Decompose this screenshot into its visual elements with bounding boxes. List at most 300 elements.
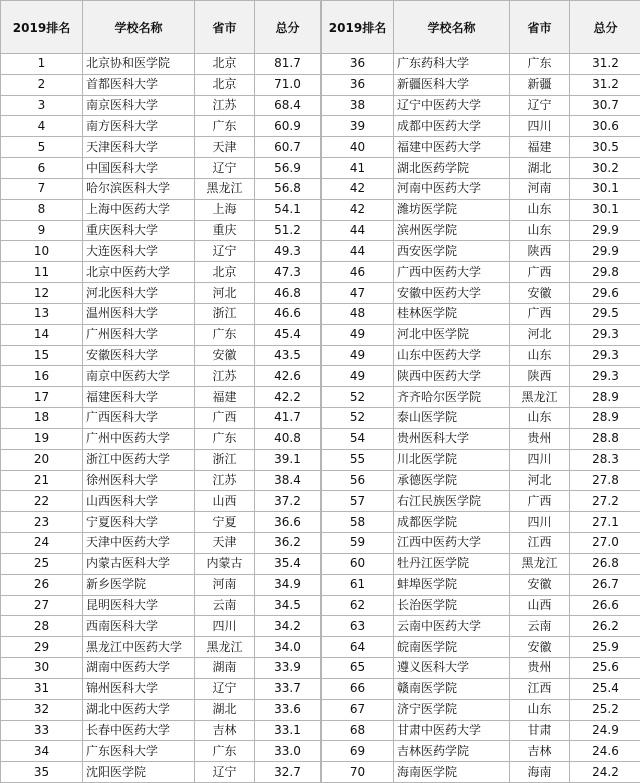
score-cell: 38.4 [255, 470, 321, 491]
header-rank: 2019排名 [1, 1, 83, 54]
table-row [322, 95, 640, 116]
rank-cell: 68 [322, 720, 394, 741]
table-row [322, 303, 640, 324]
school-name-cell: 河南中医药大学 [394, 178, 510, 199]
table-row [1, 262, 321, 283]
province-cell: 四川 [510, 512, 570, 533]
score-cell: 33.7 [255, 678, 321, 699]
score-cell: 35.4 [255, 553, 321, 574]
school-name-cell: 锦州医科大学 [83, 678, 195, 699]
score-cell: 24.9 [570, 720, 640, 741]
school-name-cell: 西南医科大学 [83, 616, 195, 637]
score-cell: 26.2 [570, 616, 640, 637]
header-rank: 2019排名 [322, 1, 394, 54]
province-cell: 河南 [510, 178, 570, 199]
rank-cell: 14 [1, 324, 83, 345]
score-cell: 36.2 [255, 533, 321, 554]
table-row [322, 720, 640, 741]
rank-cell: 11 [1, 262, 83, 283]
score-cell: 26.7 [570, 574, 640, 595]
rank-cell: 30 [1, 658, 83, 679]
province-cell: 江西 [510, 678, 570, 699]
rank-cell: 27 [1, 595, 83, 616]
province-cell: 辽宁 [195, 158, 255, 179]
school-name-cell: 湖北中医药大学 [83, 699, 195, 720]
school-name-cell: 中国医科大学 [83, 158, 195, 179]
table-row [322, 512, 640, 533]
rank-cell: 60 [322, 553, 394, 574]
province-cell: 江苏 [195, 366, 255, 387]
rank-cell: 49 [322, 324, 394, 345]
province-cell: 天津 [195, 137, 255, 158]
rank-cell: 28 [1, 616, 83, 637]
header-score: 总分 [570, 1, 640, 54]
school-name-cell: 长春中医药大学 [83, 720, 195, 741]
school-name-cell: 遵义医科大学 [394, 658, 510, 679]
rank-cell: 17 [1, 387, 83, 408]
school-name-cell: 浙江中医药大学 [83, 449, 195, 470]
table-row [322, 199, 640, 220]
table-row [322, 387, 640, 408]
rank-cell: 66 [322, 678, 394, 699]
province-cell: 安徽 [510, 574, 570, 595]
rank-cell: 7 [1, 178, 83, 199]
table-row [1, 345, 321, 366]
table-row [1, 408, 321, 429]
school-name-cell: 成都中医药大学 [394, 116, 510, 137]
score-cell: 42.2 [255, 387, 321, 408]
rank-cell: 32 [1, 699, 83, 720]
table-row [1, 303, 321, 324]
rank-cell: 38 [322, 95, 394, 116]
province-cell: 贵州 [510, 658, 570, 679]
score-cell: 71.0 [255, 74, 321, 95]
province-cell: 安徽 [510, 637, 570, 658]
table-row [322, 366, 640, 387]
score-cell: 29.9 [570, 220, 640, 241]
score-cell: 56.8 [255, 178, 321, 199]
score-cell: 34.5 [255, 595, 321, 616]
rank-cell: 69 [322, 741, 394, 762]
province-cell: 宁夏 [195, 512, 255, 533]
rank-cell: 49 [322, 366, 394, 387]
score-cell: 29.3 [570, 324, 640, 345]
header-province: 省市 [510, 1, 570, 54]
province-cell: 黑龙江 [510, 387, 570, 408]
province-cell: 山东 [510, 220, 570, 241]
rank-cell: 26 [1, 574, 83, 595]
school-name-cell: 南京医科大学 [83, 95, 195, 116]
table-row [322, 54, 640, 75]
school-name-cell: 大连医科大学 [83, 241, 195, 262]
school-name-cell: 安徽中医药大学 [394, 283, 510, 304]
score-cell: 24.2 [570, 762, 640, 783]
rank-cell: 57 [322, 491, 394, 512]
table-row [1, 491, 321, 512]
header-row [322, 1, 640, 54]
rank-cell: 29 [1, 637, 83, 658]
school-name-cell: 天津中医药大学 [83, 533, 195, 554]
rank-cell: 15 [1, 345, 83, 366]
school-name-cell: 湖南中医药大学 [83, 658, 195, 679]
table-row [322, 116, 640, 137]
rank-cell: 56 [322, 470, 394, 491]
table-row [1, 54, 321, 75]
province-cell: 天津 [195, 533, 255, 554]
school-name-cell: 山西医科大学 [83, 491, 195, 512]
province-cell: 广东 [195, 741, 255, 762]
rank-cell: 55 [322, 449, 394, 470]
score-cell: 34.2 [255, 616, 321, 637]
province-cell: 内蒙古 [195, 553, 255, 574]
school-name-cell: 滨州医学院 [394, 220, 510, 241]
rank-cell: 46 [322, 262, 394, 283]
rank-cell: 61 [322, 574, 394, 595]
table-row [322, 262, 640, 283]
score-cell: 39.1 [255, 449, 321, 470]
header-school-name: 学校名称 [394, 1, 510, 54]
rank-cell: 64 [322, 637, 394, 658]
score-cell: 25.9 [570, 637, 640, 658]
table-row [322, 491, 640, 512]
school-name-cell: 川北医学院 [394, 449, 510, 470]
school-name-cell: 西安医学院 [394, 241, 510, 262]
school-name-cell: 陕西中医药大学 [394, 366, 510, 387]
score-cell: 43.5 [255, 345, 321, 366]
table-row [1, 512, 321, 533]
rank-cell: 4 [1, 116, 83, 137]
rank-cell: 24 [1, 533, 83, 554]
school-name-cell: 皖南医学院 [394, 637, 510, 658]
table-row [1, 178, 321, 199]
school-name-cell: 长治医学院 [394, 595, 510, 616]
province-cell: 辽宁 [195, 762, 255, 783]
score-cell: 28.3 [570, 449, 640, 470]
score-cell: 34.0 [255, 637, 321, 658]
school-name-cell: 黑龙江中医药大学 [83, 637, 195, 658]
rank-cell: 54 [322, 428, 394, 449]
score-cell: 29.5 [570, 303, 640, 324]
rank-cell: 36 [322, 74, 394, 95]
school-name-cell: 内蒙古医科大学 [83, 553, 195, 574]
province-cell: 山东 [510, 699, 570, 720]
table-row [322, 408, 640, 429]
school-name-cell: 成都医学院 [394, 512, 510, 533]
province-cell: 云南 [195, 595, 255, 616]
school-name-cell: 桂林医学院 [394, 303, 510, 324]
rank-cell: 8 [1, 199, 83, 220]
table-row [322, 345, 640, 366]
table-row [322, 178, 640, 199]
table-row [1, 553, 321, 574]
province-cell: 广西 [510, 491, 570, 512]
table-row [1, 574, 321, 595]
province-cell: 四川 [510, 116, 570, 137]
province-cell: 陕西 [510, 241, 570, 262]
province-cell: 四川 [510, 449, 570, 470]
score-cell: 26.8 [570, 553, 640, 574]
school-name-cell: 江西中医药大学 [394, 533, 510, 554]
table-row [322, 283, 640, 304]
rank-cell: 20 [1, 449, 83, 470]
score-cell: 60.9 [255, 116, 321, 137]
table-row [1, 95, 321, 116]
table-row [322, 699, 640, 720]
rank-cell: 42 [322, 199, 394, 220]
table-row [1, 387, 321, 408]
score-cell: 46.6 [255, 303, 321, 324]
table-row [1, 116, 321, 137]
rank-cell: 23 [1, 512, 83, 533]
school-name-cell: 福建中医药大学 [394, 137, 510, 158]
table-row [322, 158, 640, 179]
province-cell: 黑龙江 [195, 637, 255, 658]
province-cell: 广东 [195, 324, 255, 345]
score-cell: 54.1 [255, 199, 321, 220]
school-name-cell: 首都医科大学 [83, 74, 195, 95]
rank-cell: 67 [322, 699, 394, 720]
score-cell: 27.1 [570, 512, 640, 533]
rank-cell: 52 [322, 408, 394, 429]
province-cell: 上海 [195, 199, 255, 220]
rank-cell: 42 [322, 178, 394, 199]
province-cell: 新疆 [510, 74, 570, 95]
header-row [1, 1, 321, 54]
school-name-cell: 昆明医科大学 [83, 595, 195, 616]
school-name-cell: 南京中医药大学 [83, 366, 195, 387]
school-name-cell: 天津医科大学 [83, 137, 195, 158]
school-name-cell: 哈尔滨医科大学 [83, 178, 195, 199]
province-cell: 河北 [510, 324, 570, 345]
table-row [1, 699, 321, 720]
rank-cell: 44 [322, 241, 394, 262]
province-cell: 北京 [195, 74, 255, 95]
school-name-cell: 齐齐哈尔医学院 [394, 387, 510, 408]
score-cell: 29.8 [570, 262, 640, 283]
table-row [1, 762, 321, 783]
province-cell: 广东 [195, 116, 255, 137]
school-name-cell: 新疆医科大学 [394, 74, 510, 95]
score-cell: 33.1 [255, 720, 321, 741]
school-name-cell: 沈阳医学院 [83, 762, 195, 783]
province-cell: 浙江 [195, 303, 255, 324]
table-row [322, 553, 640, 574]
header-score: 总分 [255, 1, 321, 54]
school-name-cell: 安徽医科大学 [83, 345, 195, 366]
province-cell: 广西 [510, 303, 570, 324]
school-name-cell: 山东中医药大学 [394, 345, 510, 366]
school-name-cell: 湖北医药学院 [394, 158, 510, 179]
score-cell: 37.2 [255, 491, 321, 512]
province-cell: 江苏 [195, 470, 255, 491]
rank-cell: 62 [322, 595, 394, 616]
school-name-cell: 承德医学院 [394, 470, 510, 491]
score-cell: 30.5 [570, 137, 640, 158]
ranking-table-right [321, 0, 640, 783]
province-cell: 广东 [195, 428, 255, 449]
score-cell: 34.9 [255, 574, 321, 595]
score-cell: 40.8 [255, 428, 321, 449]
rank-cell: 5 [1, 137, 83, 158]
table-row [1, 428, 321, 449]
rank-cell: 21 [1, 470, 83, 491]
school-name-cell: 海南医学院 [394, 762, 510, 783]
score-cell: 68.4 [255, 95, 321, 116]
province-cell: 湖北 [195, 699, 255, 720]
score-cell: 46.8 [255, 283, 321, 304]
table-row [1, 324, 321, 345]
score-cell: 81.7 [255, 54, 321, 75]
school-name-cell: 徐州医科大学 [83, 470, 195, 491]
school-name-cell: 济宁医学院 [394, 699, 510, 720]
score-cell: 29.3 [570, 345, 640, 366]
province-cell: 吉林 [195, 720, 255, 741]
score-cell: 33.0 [255, 741, 321, 762]
school-name-cell: 南方医科大学 [83, 116, 195, 137]
school-name-cell: 上海中医药大学 [83, 199, 195, 220]
province-cell: 辽宁 [195, 241, 255, 262]
province-cell: 辽宁 [510, 95, 570, 116]
province-cell: 黑龙江 [195, 178, 255, 199]
score-cell: 45.4 [255, 324, 321, 345]
rank-cell: 19 [1, 428, 83, 449]
province-cell: 河北 [195, 283, 255, 304]
school-name-cell: 广西中医药大学 [394, 262, 510, 283]
score-cell: 30.1 [570, 199, 640, 220]
table-row [1, 366, 321, 387]
province-cell: 江西 [510, 533, 570, 554]
school-name-cell: 潍坊医学院 [394, 199, 510, 220]
score-cell: 33.9 [255, 658, 321, 679]
province-cell: 山东 [510, 408, 570, 429]
rank-cell: 49 [322, 345, 394, 366]
table-row [1, 637, 321, 658]
score-cell: 27.2 [570, 491, 640, 512]
score-cell: 32.7 [255, 762, 321, 783]
table-row [322, 470, 640, 491]
score-cell: 25.6 [570, 658, 640, 679]
rank-cell: 40 [322, 137, 394, 158]
school-name-cell: 北京协和医学院 [83, 54, 195, 75]
school-name-cell: 甘肃中医药大学 [394, 720, 510, 741]
score-cell: 31.2 [570, 74, 640, 95]
province-cell: 四川 [195, 616, 255, 637]
school-name-cell: 赣南医学院 [394, 678, 510, 699]
province-cell: 河南 [195, 574, 255, 595]
table-row [322, 449, 640, 470]
rank-cell: 9 [1, 220, 83, 241]
province-cell: 福建 [510, 137, 570, 158]
rank-cell: 2 [1, 74, 83, 95]
province-cell: 黑龙江 [510, 553, 570, 574]
school-name-cell: 牡丹江医学院 [394, 553, 510, 574]
score-cell: 51.2 [255, 220, 321, 241]
score-cell: 28.9 [570, 387, 640, 408]
province-cell: 山西 [195, 491, 255, 512]
table-row [1, 616, 321, 637]
score-cell: 36.6 [255, 512, 321, 533]
school-name-cell: 辽宁中医药大学 [394, 95, 510, 116]
province-cell: 安徽 [510, 283, 570, 304]
rank-cell: 22 [1, 491, 83, 512]
school-name-cell: 广东药科大学 [394, 54, 510, 75]
score-cell: 31.2 [570, 54, 640, 75]
header-school-name: 学校名称 [83, 1, 195, 54]
table-row [322, 637, 640, 658]
score-cell: 29.3 [570, 366, 640, 387]
rank-cell: 59 [322, 533, 394, 554]
table-row [1, 449, 321, 470]
score-cell: 60.7 [255, 137, 321, 158]
table-row [1, 595, 321, 616]
school-name-cell: 温州医科大学 [83, 303, 195, 324]
school-name-cell: 北京中医药大学 [83, 262, 195, 283]
score-cell: 29.9 [570, 241, 640, 262]
score-cell: 25.4 [570, 678, 640, 699]
rank-cell: 44 [322, 220, 394, 241]
province-cell: 贵州 [510, 428, 570, 449]
table-row [1, 241, 321, 262]
rank-cell: 34 [1, 741, 83, 762]
score-cell: 56.9 [255, 158, 321, 179]
table-row [322, 658, 640, 679]
table-row [322, 678, 640, 699]
score-cell: 33.6 [255, 699, 321, 720]
score-cell: 30.2 [570, 158, 640, 179]
table-row [322, 324, 640, 345]
score-cell: 30.7 [570, 95, 640, 116]
province-cell: 山东 [510, 199, 570, 220]
table-row [1, 720, 321, 741]
rank-cell: 1 [1, 54, 83, 75]
school-name-cell: 宁夏医科大学 [83, 512, 195, 533]
rank-cell: 18 [1, 408, 83, 429]
province-cell: 福建 [195, 387, 255, 408]
score-cell: 27.8 [570, 470, 640, 491]
rank-cell: 70 [322, 762, 394, 783]
rank-cell: 33 [1, 720, 83, 741]
table-row [322, 74, 640, 95]
school-name-cell: 河北医科大学 [83, 283, 195, 304]
rank-cell: 3 [1, 95, 83, 116]
province-cell: 陕西 [510, 366, 570, 387]
school-name-cell: 广东医科大学 [83, 741, 195, 762]
header-province: 省市 [195, 1, 255, 54]
score-cell: 28.9 [570, 408, 640, 429]
school-name-cell: 重庆医科大学 [83, 220, 195, 241]
province-cell: 甘肃 [510, 720, 570, 741]
province-cell: 江苏 [195, 95, 255, 116]
table-row [1, 533, 321, 554]
score-cell: 30.1 [570, 178, 640, 199]
rank-cell: 58 [322, 512, 394, 533]
table-row [322, 595, 640, 616]
rank-cell: 52 [322, 387, 394, 408]
province-cell: 湖南 [195, 658, 255, 679]
table-row [1, 137, 321, 158]
rank-cell: 63 [322, 616, 394, 637]
table-body-right [322, 54, 640, 783]
school-name-cell: 新乡医学院 [83, 574, 195, 595]
table-row [1, 220, 321, 241]
province-cell: 广东 [510, 54, 570, 75]
table-row [322, 137, 640, 158]
school-name-cell: 云南中医药大学 [394, 616, 510, 637]
school-name-cell: 吉林医药学院 [394, 741, 510, 762]
school-name-cell: 广西医科大学 [83, 408, 195, 429]
table-row [1, 199, 321, 220]
school-name-cell: 右江民族医学院 [394, 491, 510, 512]
